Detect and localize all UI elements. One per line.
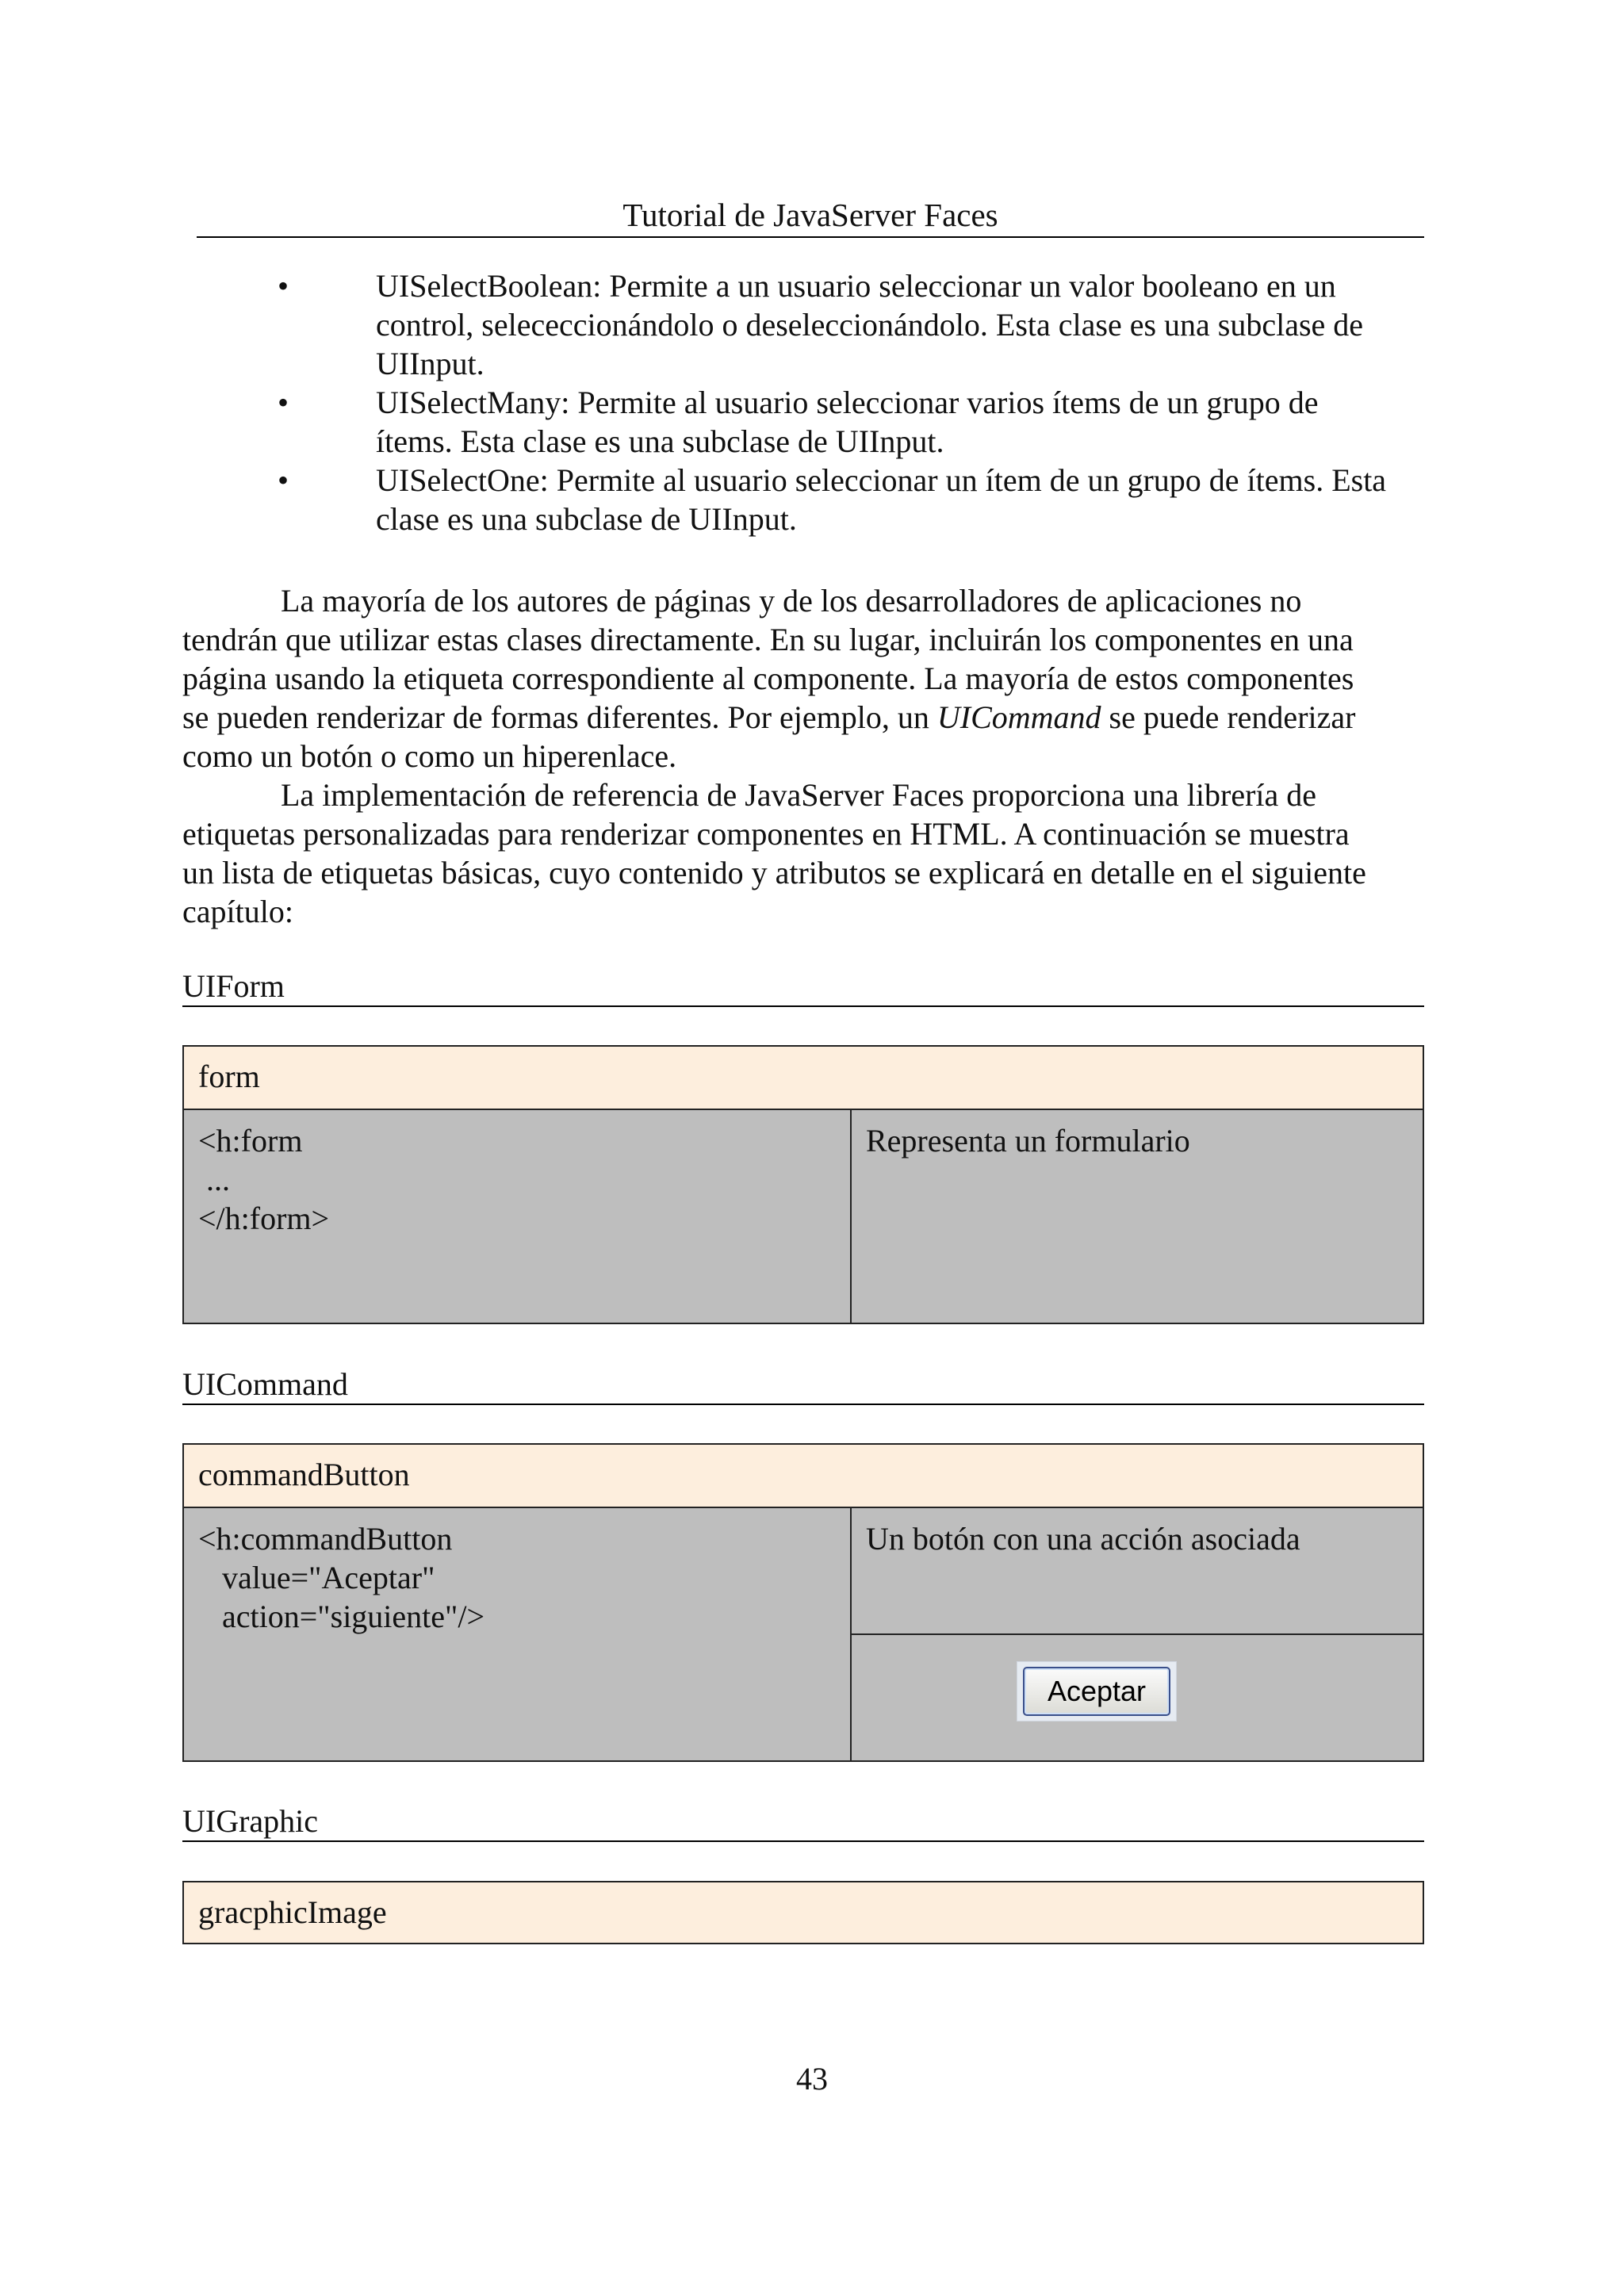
code-sample: <h:commandButton value="Aceptar" action="siguiente"/>: [198, 1521, 485, 1634]
bullet-line: UISelectOne: Permite al usuario seleccionar un ítem de un grupo de ítems. Esta: [376, 462, 1387, 498]
tag-table-body: [184, 1110, 1423, 1323]
section-title-uicommand: UICommand: [182, 1365, 1424, 1405]
list-item: [197, 266, 1424, 383]
code-cell: [184, 1110, 852, 1323]
tag-name-header: commandButton: [184, 1445, 1423, 1508]
tag-table-body: [184, 1508, 1423, 1760]
paragraph-line: La implementación de referencia de JavaServer Faces proporciona una librería de: [281, 777, 1317, 813]
running-header: Tutorial de JavaServer Faces: [197, 195, 1424, 238]
section-title-uiform: UIForm: [182, 967, 1424, 1007]
tag-description: Representa un formulario: [866, 1123, 1190, 1158]
component-bullet-list: [197, 266, 1424, 538]
bullet-line: ítems. Esta clase es una subclase de UIInput.: [376, 423, 944, 459]
paragraph-line: página usando la etiqueta correspondiente al componente. La mayoría de estos componentes: [182, 661, 1354, 696]
paragraph-line: tendrán que utilizar estas clases directamente. En su lugar, incluirán los componentes en una: [182, 622, 1354, 657]
bullet-line: clase es una subclase de UIInput.: [376, 501, 797, 537]
paragraph-components: [182, 581, 1424, 776]
tag-table-graphicimage: [182, 1881, 1424, 1944]
list-item: [197, 461, 1424, 538]
paragraph-line: capítulo:: [182, 894, 293, 929]
bullet-marker: •: [278, 462, 289, 498]
bullet-line: UISelectMany: Permite al usuario seleccionar varios ítems de un grupo de: [376, 385, 1319, 420]
rendered-preview-cell: [852, 1635, 1423, 1760]
paragraph-line: etiquetas personalizadas para renderizar componentes en HTML. A continuación se muestra: [182, 816, 1350, 852]
bullet-marker: •: [278, 385, 289, 420]
section-title-uigraphic: UIGraphic: [182, 1802, 1424, 1842]
bullet-line: UIInput.: [376, 346, 485, 381]
tag-table-form: [182, 1045, 1424, 1324]
bullet-line: control, selececcionándolo o deseleccionándolo. Esta clase es una subclase de: [376, 307, 1364, 343]
tag-name-header: gracphicImage: [184, 1882, 1423, 1943]
code-cell: [184, 1508, 852, 1760]
page-number: 43: [796, 2061, 828, 2097]
list-item: [197, 383, 1424, 461]
uicommand-term: UICommand: [936, 699, 1101, 735]
paragraph-text: se puede renderizar: [1101, 699, 1356, 735]
bullet-marker: •: [278, 268, 289, 304]
description-top-cell: [852, 1508, 1423, 1635]
description-cell: [852, 1508, 1423, 1760]
tag-table-commandbutton: [182, 1443, 1424, 1762]
paragraph-reference-impl: [182, 776, 1424, 931]
tag-description: Un botón con una acción asociada: [866, 1521, 1300, 1557]
tag-name-header: form: [184, 1047, 1423, 1110]
code-sample: <h:form ... </h:form>: [198, 1123, 330, 1236]
paragraph-text: se pueden renderizar de formas diferentes. Por ejemplo, un: [182, 699, 937, 735]
paragraph-line: un lista de etiquetas básicas, cuyo contenido y atributos se explicará en detalle en el siguiente: [182, 855, 1366, 890]
paragraph-line: como un botón o como un hiperenlace.: [182, 738, 677, 774]
aceptar-button[interactable]: Aceptar: [1023, 1667, 1170, 1716]
bullet-line: UISelectBoolean: Permite a un usuario seleccionar un valor booleano en un: [376, 268, 1336, 304]
description-cell: [852, 1110, 1423, 1323]
paragraph-line: La mayoría de los autores de páginas y de los desarrolladores de aplicaciones no: [281, 583, 1302, 618]
